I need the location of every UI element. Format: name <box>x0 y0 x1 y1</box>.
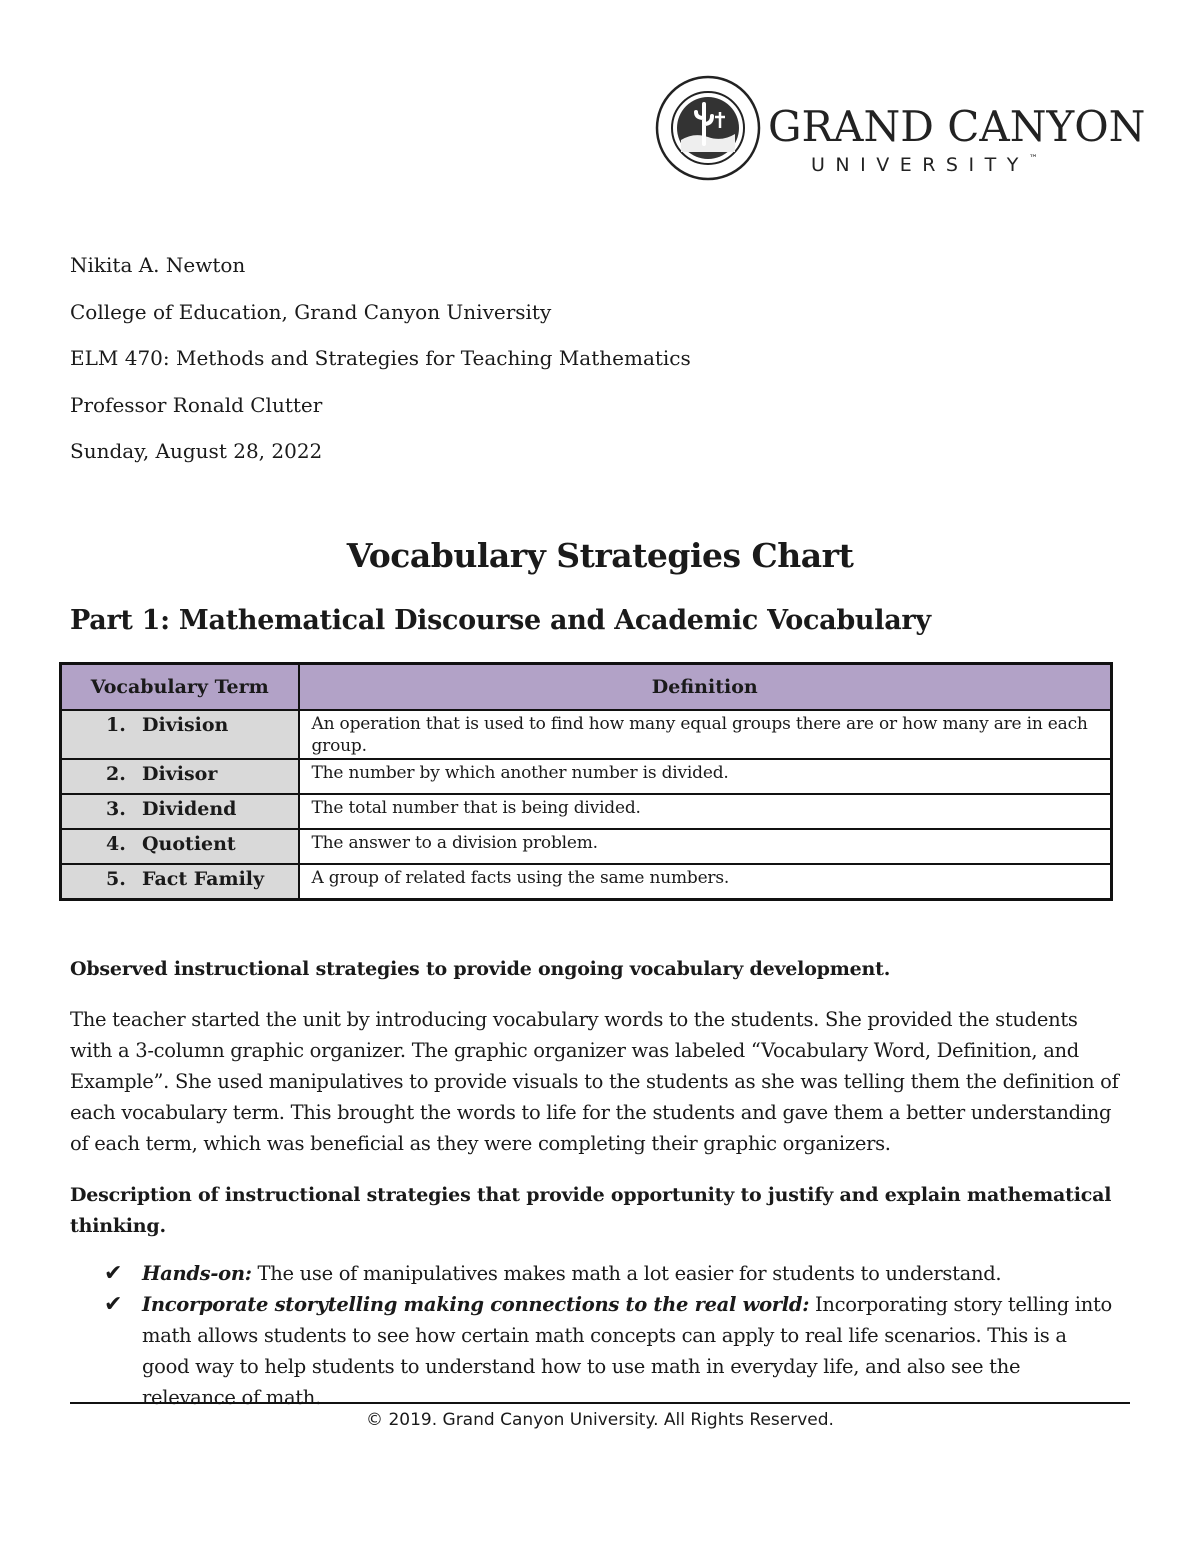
author-name: Nikita A. Newton <box>70 253 246 277</box>
observed-strategies-paragraph: The teacher started the unit by introducing vocabulary words to the students. She provided the students with a 3-column graphic organizer. The graphic organizer was labeled “Vocabulary Word, Definition, and Example”. She used manipulatives to provide visuals to the students as she was telling them the definition of each vocabulary term. This brought the words to life for the students and gave them a better understanding of each term, which was beneficial as they were completing their graphic organizers. <box>70 1008 1119 1155</box>
checkmark-icon: ✔ <box>104 1292 123 1317</box>
checkmark-icon: ✔ <box>104 1261 123 1286</box>
section-heading-description: Description of instructional strategies that provide opportunity to justify and explain mathematical thinking. <box>70 1184 1112 1237</box>
list-item: ✔ Hands-on: The use of manipulatives makes math a lot easier for students to understand. <box>104 1258 1114 1289</box>
definition-cell: The total number that is being divided. <box>299 794 1112 829</box>
table-row <box>61 829 1112 864</box>
document-date: Sunday, August 28, 2022 <box>70 439 323 463</box>
table-row <box>61 710 1112 759</box>
professor-name: Professor Ronald Clutter <box>70 392 323 417</box>
table-header-row <box>61 664 1112 711</box>
logo-wordmark: GRAND CANYON <box>768 102 1146 151</box>
copyright-footer: © 2019. Grand Canyon University. All Rights Reserved. <box>366 1410 834 1430</box>
table-row <box>61 794 1112 829</box>
document-header <box>70 253 691 486</box>
university-seal-icon <box>654 74 762 182</box>
term-cell: 5. Fact Family <box>61 864 299 900</box>
term-cell: 1. Division <box>61 710 299 759</box>
definition-cell: An operation that is used to find how many equal groups there are or how many are in each group. <box>299 710 1112 759</box>
footer-divider <box>70 1402 1130 1404</box>
strategy-list <box>104 1258 1114 1413</box>
definition-cell: The answer to a division problem. <box>299 829 1112 864</box>
definition-cell: A group of related facts using the same numbers. <box>299 864 1112 900</box>
university-logo <box>654 70 1146 182</box>
page-title: Vocabulary Strategies Chart <box>346 536 854 575</box>
term-cell: 3. Dividend <box>61 794 299 829</box>
list-item: ✔ Incorporate storytelling making connections to the real world: Incorporating story telling into math allows students to see how certain math concepts can apply to real life scenarios. This is a good way to help students to understand how to use math in everyday life, and also see the relevance of math. <box>104 1289 1114 1413</box>
term-cell: 4. Quotient <box>61 829 299 864</box>
column-header-term: Vocabulary Term <box>61 664 299 711</box>
column-header-definition: Definition <box>299 664 1112 711</box>
section-heading-observed: Observed instructional strategies to provide ongoing vocabulary development. <box>70 958 891 980</box>
vocabulary-table <box>59 662 1113 901</box>
table-row <box>61 864 1112 900</box>
table-row <box>61 759 1112 794</box>
part-title: Part 1: Mathematical Discourse and Academic Vocabulary <box>70 605 931 636</box>
course-name: ELM 470: Methods and Strategies for Teaching Mathematics <box>70 346 691 370</box>
term-cell: 2. Divisor <box>61 759 299 794</box>
definition-cell: The number by which another number is divided. <box>299 759 1112 794</box>
logo-subwordmark: UNIVERSITY™ <box>811 154 1038 176</box>
college-name: College of Education, Grand Canyon University <box>70 299 552 324</box>
